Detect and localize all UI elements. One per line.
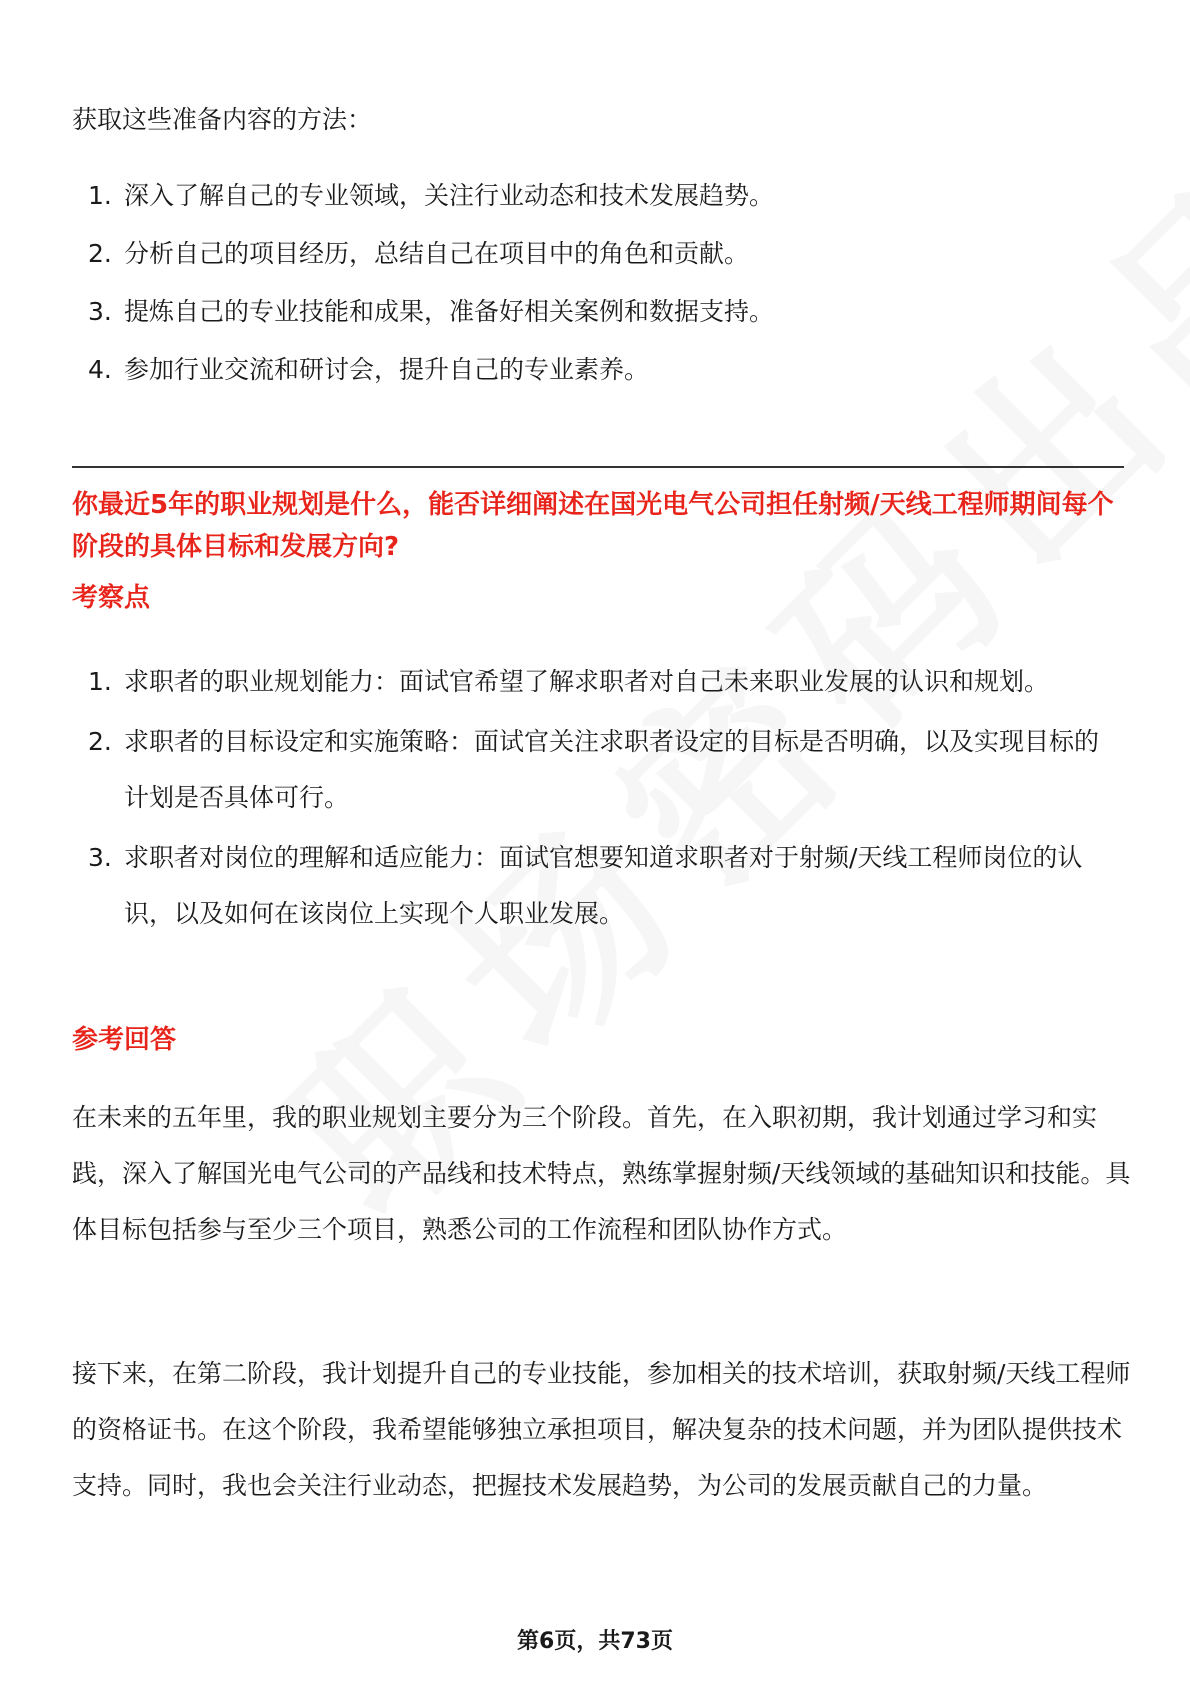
methods-intro: 获取这些准备内容的方法： xyxy=(72,105,373,134)
list-item xyxy=(72,654,1122,710)
answer-heading: 参考回答 xyxy=(72,1025,177,1055)
list-item xyxy=(72,350,1122,390)
list-item xyxy=(72,292,1122,332)
list-number: 3. xyxy=(88,843,112,872)
list-number: 3. xyxy=(88,297,112,326)
list-text: 求职者对岗位的理解和适应能力：面试官想要知道求职者对于射频/天线工程师岗位的认识，以及如何在该岗位上实现个人职业发展。 xyxy=(124,843,1083,928)
section-divider xyxy=(72,466,1124,468)
list-number: 1. xyxy=(88,181,112,210)
list-number: 4. xyxy=(88,355,112,384)
answer-paragraph: 接下来，在第二阶段，我计划提升自己的专业技能，参加相关的技术培训，获取射频/天线工程师的资格证书。在这个阶段，我希望能够独立承担项目，解决复杂的技术问题，并为团队提供技术支持。同时，我也会关注行业动态，把握技术发展趋势，为公司的发展贡献自己的力量。 xyxy=(72,1359,1131,1500)
list-text: 深入了解自己的专业领域，关注行业动态和技术发展趋势。 xyxy=(124,181,775,210)
list-number: 2. xyxy=(88,239,112,268)
list-item xyxy=(72,176,1122,216)
list-item xyxy=(72,830,1122,942)
list-text: 参加行业交流和研讨会，提升自己的专业素养。 xyxy=(124,355,650,384)
answer-paragraph: 在未来的五年里，我的职业规划主要分为三个阶段。首先，在入职初期，我计划通过学习和实践，深入了解国光电气公司的产品线和技术特点，熟练掌握射频/天线领域的基础知识和技能。具体目标包括参与至少三个项目，熟悉公司的工作流程和团队协作方式。 xyxy=(72,1103,1131,1244)
list-text: 分析自己的项目经历，总结自己在项目中的角色和贡献。 xyxy=(124,239,750,268)
interview-question: 你最近5年的职业规划是什么，能否详细阐述在国光电气公司担任射频/天线工程师期间每个阶段的具体目标和发展方向? xyxy=(72,490,1114,562)
examine-points-list xyxy=(72,654,1122,946)
list-item xyxy=(72,714,1122,826)
page-number: 第6页，共73页 xyxy=(517,1629,673,1654)
list-number: 1. xyxy=(88,667,112,696)
list-text: 求职者的职业规划能力：面试官希望了解求职者对自己未来职业发展的认识和规划。 xyxy=(124,667,1050,696)
list-number: 2. xyxy=(88,727,112,756)
list-text: 求职者的目标设定和实施策略：面试官关注求职者设定的目标是否明确，以及实现目标的计划是否具体可行。 xyxy=(124,727,1100,812)
methods-list xyxy=(72,176,1122,408)
list-text: 提炼自己的专业技能和成果，准备好相关案例和数据支持。 xyxy=(124,297,775,326)
list-item xyxy=(72,234,1122,274)
examine-heading: 考察点 xyxy=(72,583,151,613)
